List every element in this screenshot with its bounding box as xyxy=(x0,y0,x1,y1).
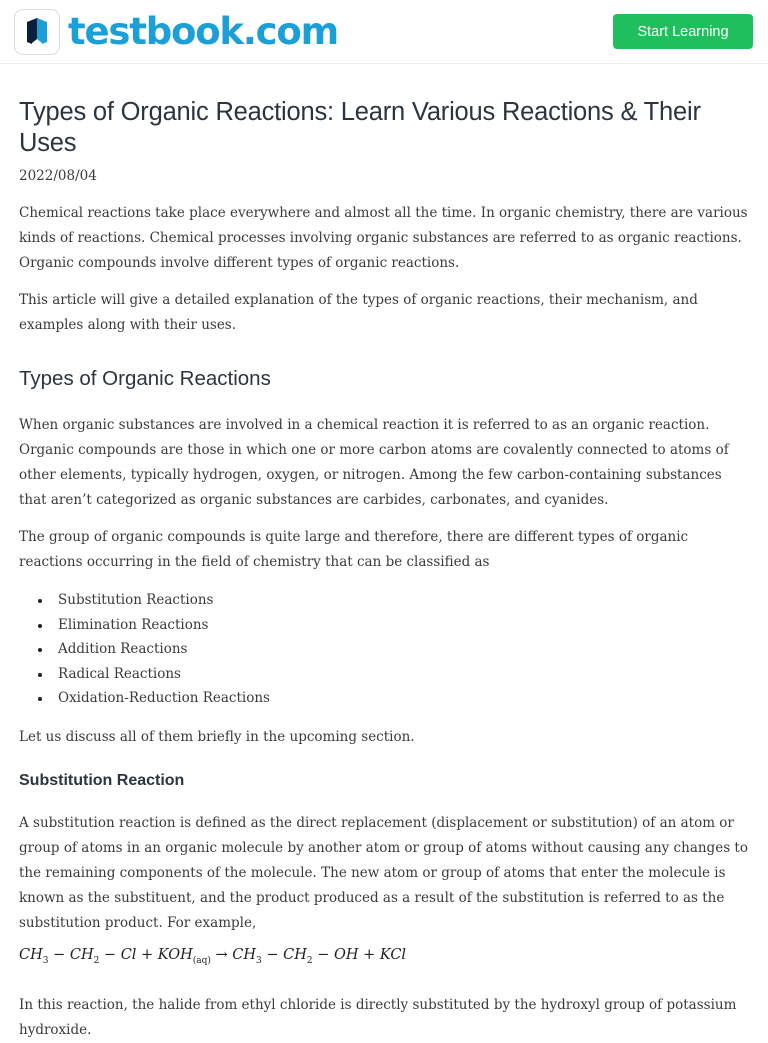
list-item-label: Elimination Reactions xyxy=(58,616,209,633)
top-bar xyxy=(0,0,768,64)
intro-paragraph-2: This article will give a detailed explanation of the types of organic reactions, their mechanism, and examples along with their uses. xyxy=(19,292,698,333)
list-item-label: Substitution Reactions xyxy=(58,592,214,608)
list-item xyxy=(19,686,751,711)
list-item-label: Oxidation-Reduction Reactions xyxy=(58,690,270,707)
article xyxy=(19,97,751,1043)
reaction-types-list xyxy=(19,588,751,711)
start-learning-button[interactable]: Start Learning xyxy=(613,14,753,49)
section-heading-substitution: Substitution Reaction xyxy=(19,771,185,789)
list-item xyxy=(19,588,751,613)
logo-text: testbook.com xyxy=(68,10,338,53)
site-logo[interactable] xyxy=(14,9,338,55)
section-heading-types: Types of Organic Reactions xyxy=(19,367,271,390)
reaction-explanation-paragraph: In this reaction, the halide from ethyl chloride is directly substituted by the hydroxyl group of potassium hydroxide. xyxy=(19,996,737,1038)
bullet-icon xyxy=(38,697,42,701)
list-item xyxy=(19,662,751,687)
list-item-label: Radical Reactions xyxy=(58,665,181,682)
publish-date: 2022/08/04 xyxy=(19,168,97,184)
bullet-icon xyxy=(38,599,42,603)
bullet-icon xyxy=(38,673,42,677)
types-paragraph-1: When organic substances are involved in a chemical reaction it is referred to as an organic reaction. Organic compounds are those in which one or more carbon atoms are covalently connected to atoms of other elements, typically hydrogen, oxygen, or nitrogen. Among the few carbon-containing substances that aren’t categorized as organic substances are carbides, carbonates, and cyanides. xyxy=(19,417,729,508)
list-item xyxy=(19,613,751,638)
substitution-paragraph: A substitution reaction is defined as the direct replacement (displacement or substitution) of an atom or group of atoms in an organic molecule by another atom or group of atoms without causing any changes to the remaining components of the molecule. The new atom or group of atoms that enter the molecule is known as the substituent, and the product produced as a result of the substitution is referred to as the substitution product. For example, xyxy=(19,814,748,931)
reaction-equation: $CH_3 - CH_2 - Cl + KOH_{(aq)} \to CH_3 - CH_2$ − OH + KCl xyxy=(19,946,407,966)
bullet-icon xyxy=(38,624,42,628)
testbook-logo-icon xyxy=(14,9,60,55)
intro-paragraph-1: Chemical reactions take place everywhere and almost all the time. In organic chemistry, there are various kinds of reactions. Chemical processes involving organic substances are referred to as organic reactions. Organic compounds involve different types of organic reactions. xyxy=(19,205,748,271)
list-item-label: Addition Reactions xyxy=(58,641,188,658)
bullet-icon xyxy=(38,648,42,652)
discuss-paragraph: Let us discuss all of them briefly in the upcoming section. xyxy=(19,728,415,745)
types-paragraph-2: The group of organic compounds is quite large and therefore, there are different types of organic reactions occurring in the field of chemistry that can be classified as xyxy=(19,529,689,570)
page-title: Types of Organic Reactions: Learn Various Reactions & Their Uses xyxy=(19,98,701,157)
list-item xyxy=(19,637,751,662)
